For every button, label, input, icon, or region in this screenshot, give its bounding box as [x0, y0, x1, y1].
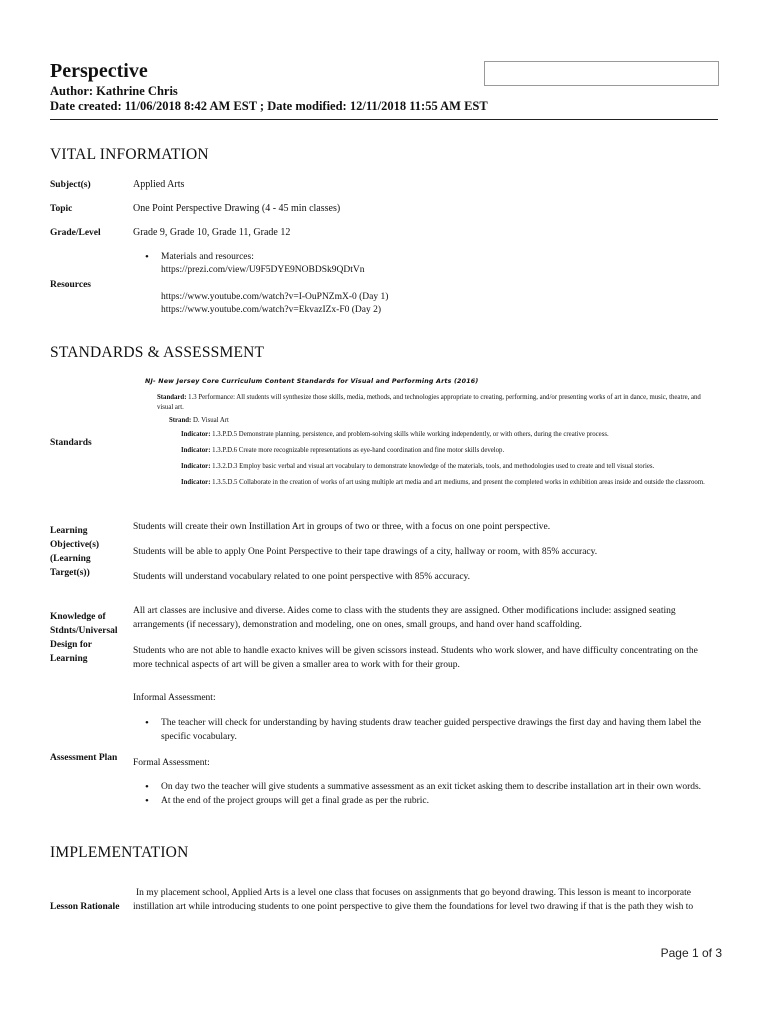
indicator-item — [181, 430, 711, 440]
dates-line: Date created: 11/06/2018 8:42 AM EST ; Date modified: 12/11/2018 11:55 AM EST — [50, 99, 488, 113]
objectives-label-line: (Learning — [50, 554, 91, 564]
objectives-label-line: Learning — [50, 526, 88, 536]
indicator-item — [181, 462, 711, 472]
knowledge-label-line: Stdnts/Universal — [50, 626, 118, 636]
objectives-label-line: Target(s)) — [50, 568, 90, 578]
knowledge-label-line: Learning — [50, 654, 88, 664]
strand-body: D. Visual Art — [193, 417, 229, 424]
empty-text-box[interactable] — [484, 61, 719, 86]
informal-assessment-item: • The teacher will check for understanding by having students draw teacher guided perspective drawings the first day and having them label the specific vocabulary. — [133, 716, 718, 744]
standard-prefix: Standard: — [157, 394, 187, 401]
objective-item: Students will create their own Instillation Art in groups of two or three, with a focus on one point perspective. — [133, 522, 551, 532]
indicator-item — [181, 478, 711, 488]
resources-link-day2[interactable]: https://www.youtube.com/watch?v=EkvazIZx-F0 (Day 2) — [161, 305, 382, 315]
assessment-plan-label: Assessment Plan — [50, 753, 118, 763]
formal-assessment-item: • On day two the teacher will give students a summative assessment as an exit ticket asking them to describe installation art in their own words. — [133, 780, 718, 794]
informal-assessment-list — [133, 716, 718, 744]
standards-source: NJ- New Jersey Core Curriculum Content Standards for Visual and Performing Arts (2016) — [145, 378, 479, 385]
resources-item-label: • Materials and resources: — [161, 252, 254, 262]
indicator-prefix: Indicator: — [181, 447, 211, 454]
indicator-prefix: Indicator: — [181, 479, 211, 486]
knowledge-label-line: Design for — [50, 640, 92, 650]
knowledge-paragraph: All art classes are inclusive and diverse. Aides come to class with the students they are assigned. Other modifications include: assigned seating arrangements (if necessary), demonstration and modeling, one on ones, small groups, and hand over hand scaffolding. — [133, 606, 676, 630]
resources-link-prezi[interactable]: https://prezi.com/view/U9F5DYE9NOBDSk9QDtVn — [161, 265, 365, 275]
section-heading-vital-information: VITAL INFORMATION — [50, 146, 209, 163]
informal-assessment-title: Informal Assessment: — [133, 693, 216, 703]
lesson-rationale-label: Lesson Rationale — [50, 902, 120, 912]
subject-value: Applied Arts — [133, 179, 185, 190]
page-number: Page 1 of 3 — [660, 946, 722, 960]
resources-link-day1[interactable]: https://www.youtube.com/watch?v=I-OuPNZmX-0 (Day 1) — [161, 292, 389, 302]
resources-content — [133, 251, 718, 317]
lesson-rationale-text: In my placement school, Applied Arts is a level one class that focuses on assignments that go beyond drawing. This lesson is meant to incorporate instillation art while introducing students to one point perspective to give them the foundations for level two drawing if that is the path they wish to — [133, 888, 694, 912]
indicator-body: 1.3.P.D.6 Create more recognizable representations as eye-hand coordination and fine motor skills develop. — [212, 447, 505, 454]
objective-item: Students will be able to apply One Point Perspective to their tape drawings of a city, hallway or room, with 85% accuracy. — [133, 547, 598, 557]
knowledge-paragraph: Students who are not able to handle exacto knives will be given scissors instead. Students who work slower, and have difficulty concentrating on the more technical aspects of art will be given a smaller area to work with for their group. — [133, 646, 698, 670]
objectives-label-line: Objective(s) — [50, 540, 100, 550]
topic-value: One Point Perspective Drawing (4 - 45 min classes) — [133, 203, 341, 214]
standard-body: 1.3 Performance: All students will synthesize those skills, media, methods, and technologies appropriate to creating, performing, and/or presenting works of art in dance, music, theatre, and visual art. — [157, 394, 701, 411]
strand-text — [169, 416, 709, 426]
subject-label: Subject(s) — [50, 180, 91, 190]
resources-label: Resources — [50, 280, 91, 290]
standards-label: Standards — [50, 438, 92, 448]
indicator-prefix: Indicator: — [181, 463, 211, 470]
topic-label: Topic — [50, 204, 73, 214]
author-line: Author: Kathrine Chris — [50, 84, 178, 98]
indicator-prefix: Indicator: — [181, 431, 211, 438]
formal-assessment-item: • At the end of the project groups will get a final grade as per the rubric. — [133, 794, 718, 808]
formal-assessment-list — [133, 780, 718, 808]
indicator-item — [181, 446, 711, 456]
knowledge-label-line: Knowledge of — [50, 612, 106, 622]
strand-prefix: Strand: — [169, 417, 192, 424]
grade-label: Grade/Level — [50, 228, 101, 238]
indicator-body: 1.3.5.D.5 Collaborate in the creation of works of art using multiple art media and art mediums, and present the completed works in exhibition areas inside and outside the classroom. — [212, 479, 705, 486]
page-title: Perspective — [50, 60, 148, 82]
indicator-body: 1.3.2.D.3 Employ basic verbal and visual art vocabulary to demonstrate knowledge of the materials, tools, and methodologies used to create and tell visual stories. — [212, 463, 655, 470]
resources-item — [133, 251, 718, 317]
header-divider — [50, 119, 718, 120]
objectives-label — [50, 524, 130, 580]
indicator-body: 1.3.P.D.5 Demonstrate planning, persistence, and problem-solving skills while working independently, or with others, during the creative process. — [212, 431, 609, 438]
objective-item: Students will understand vocabulary related to one point perspective with 85% accuracy. — [133, 572, 471, 582]
section-heading-implementation: IMPLEMENTATION — [50, 844, 189, 861]
section-heading-standards-assessment: STANDARDS & ASSESSMENT — [50, 344, 265, 361]
formal-assessment-title: Formal Assessment: — [133, 758, 210, 768]
standard-text — [157, 393, 717, 412]
knowledge-label — [50, 610, 130, 666]
grade-value: Grade 9, Grade 10, Grade 11, Grade 12 — [133, 227, 291, 238]
